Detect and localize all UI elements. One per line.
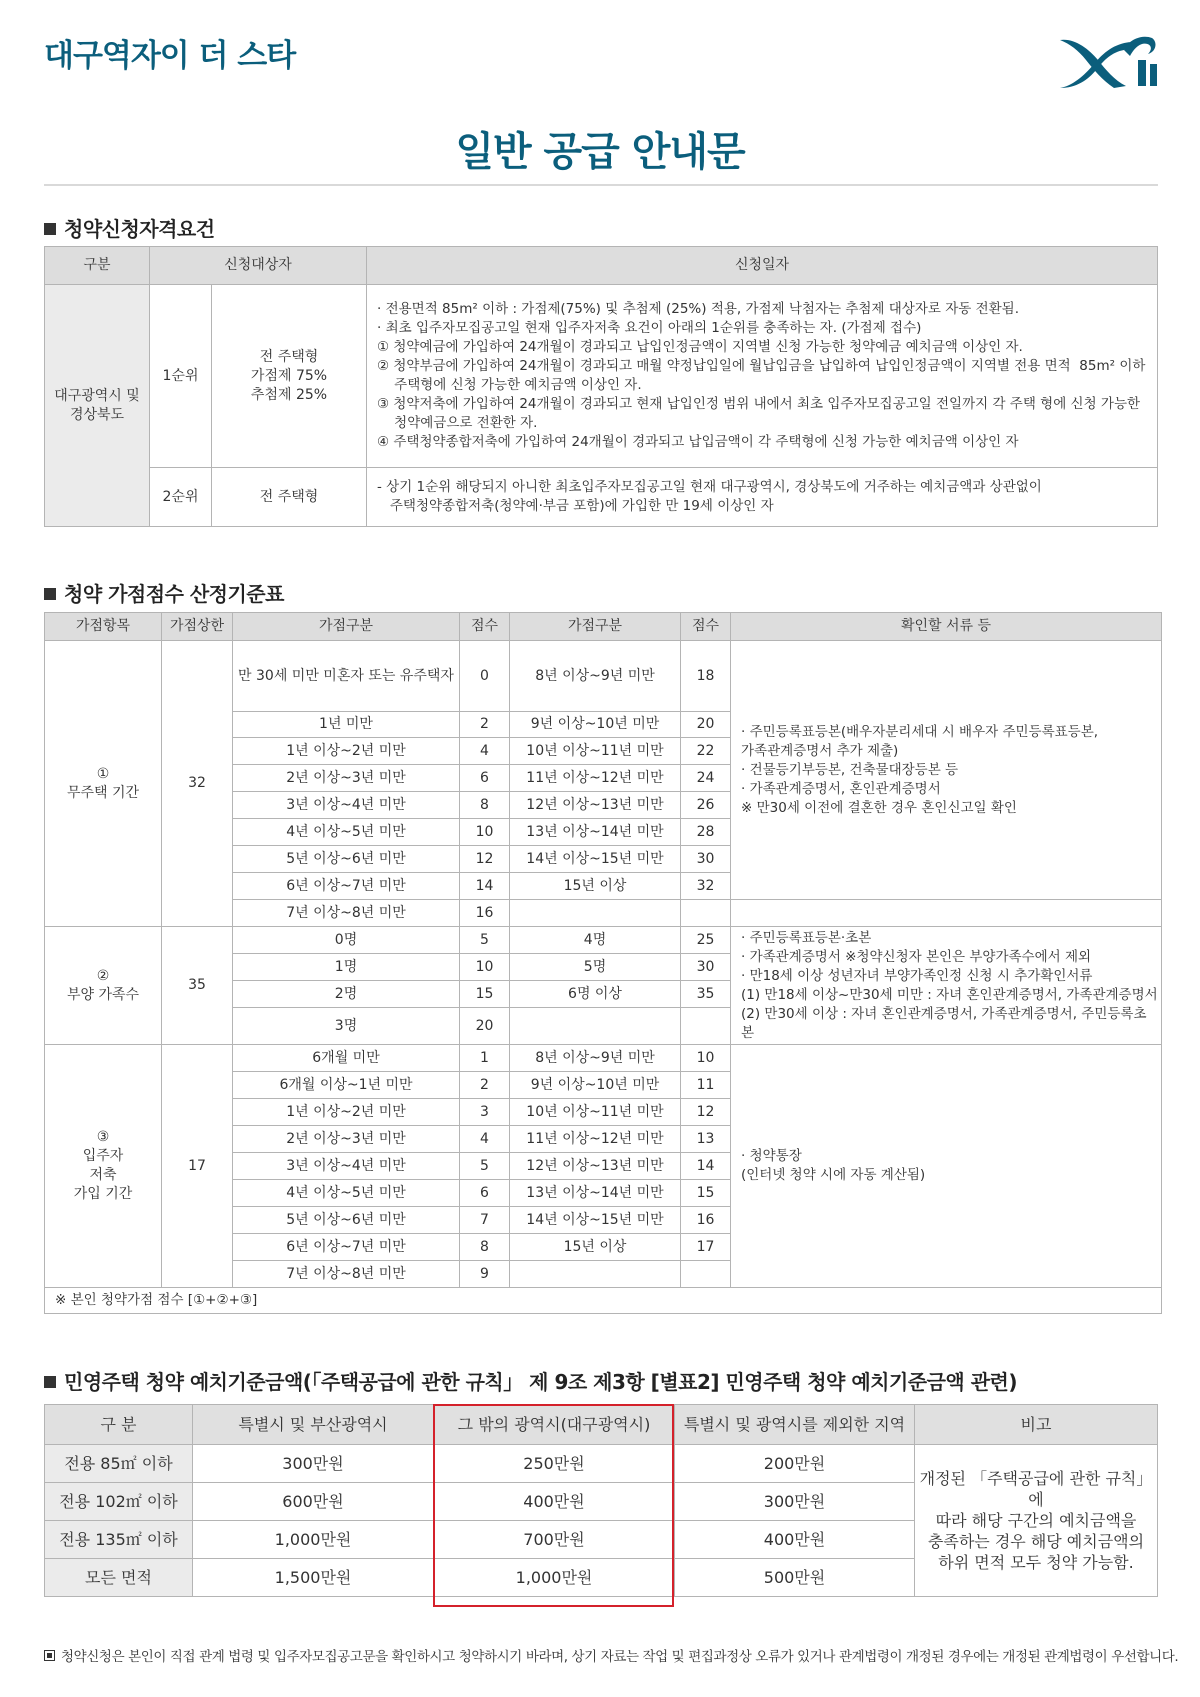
score-a-cell: 2	[460, 712, 510, 738]
score-a-cell: 4	[460, 738, 510, 765]
other-region-cell: 400만원	[675, 1521, 915, 1559]
square-bullet-icon	[44, 1650, 55, 1661]
documents-cell-empty	[731, 900, 1162, 927]
score-type-a-cell: 2명	[233, 981, 460, 1008]
score-row	[45, 927, 1162, 954]
score-type-b-cell: 14년 이상~15년 미만	[510, 1207, 681, 1234]
score-b-cell: 15	[681, 1180, 731, 1207]
score-b-cell: 17	[681, 1234, 731, 1261]
seoul-busan-cell: 1,500만원	[193, 1559, 434, 1597]
score-a-cell: 14	[460, 873, 510, 900]
deposit-table	[44, 1404, 1158, 1597]
header-score-item: 가점항목	[45, 613, 162, 641]
score-max-cell: 35	[162, 927, 233, 1045]
score-b-cell: 13	[681, 1126, 731, 1153]
header-documents: 확인할 서류 등	[731, 613, 1162, 641]
score-type-b-cell: 11년 이상~12년 미만	[510, 765, 681, 792]
score-b-cell: 28	[681, 819, 731, 846]
score-a-cell: 16	[460, 900, 510, 927]
eligibility-table	[44, 246, 1158, 527]
score-type-a-cell: 5년 이상~6년 미만	[233, 846, 460, 873]
score-type-b-cell: 9년 이상~10년 미만	[510, 1072, 681, 1099]
score-item-cell: ③ 입주자 저축 가입 기간	[45, 1045, 162, 1288]
section-heading-eligibility: 청약신청자격요건	[44, 213, 215, 242]
score-type-a-cell: 4년 이상~5년 미만	[233, 1180, 460, 1207]
header-score-b: 점수	[681, 613, 731, 641]
score-max-cell: 32	[162, 641, 233, 927]
score-type-b-cell: 13년 이상~14년 미만	[510, 819, 681, 846]
header-score-a: 점수	[460, 613, 510, 641]
score-b-cell	[681, 1008, 731, 1045]
score-item-cell: ① 무주택 기간	[45, 641, 162, 927]
score-type-b-cell	[510, 900, 681, 927]
score-b-cell	[681, 900, 731, 927]
score-b-cell: 32	[681, 873, 731, 900]
score-note: ※ 본인 청약가점 점수 [①+②+③]	[45, 1288, 1162, 1314]
score-type-a-cell: 0명	[233, 927, 460, 954]
score-a-cell: 7	[460, 1207, 510, 1234]
documents-cell: · 주민등록표등본(배우자분리세대 시 배우자 주민등록표등본, 가족관계증명서 추가 제출) · 건물등기부등본, 건축물대장등본 등 · 가족관계증명서, 혼인관계증명서 ※ 만30세 이전에 결혼한 경우 혼인신고일 확인	[731, 641, 1162, 900]
score-a-cell: 3	[460, 1099, 510, 1126]
score-type-a-cell: 1명	[233, 954, 460, 981]
header-other-metro: 그 밖의 광역시(대구광역시)	[434, 1405, 675, 1445]
score-a-cell: 10	[460, 819, 510, 846]
score-type-a-cell: 1년 이상~2년 미만	[233, 1099, 460, 1126]
score-a-cell: 8	[460, 792, 510, 819]
score-b-cell: 30	[681, 954, 731, 981]
remark-cell: 개정된 「주택공급에 관한 규칙」에 따라 해당 구간의 예치금액을 충족하는 경우 해당 예치금액의 하위 면적 모두 청약 가능함.	[915, 1445, 1158, 1597]
score-b-cell: 20	[681, 712, 731, 738]
score-max-cell: 17	[162, 1045, 233, 1288]
score-b-cell: 25	[681, 927, 731, 954]
score-a-cell: 9	[460, 1261, 510, 1288]
header-score-type-b: 가점구분	[510, 613, 681, 641]
score-type-a-cell: 3년 이상~4년 미만	[233, 792, 460, 819]
score-b-cell: 14	[681, 1153, 731, 1180]
score-type-b-cell: 6명 이상	[510, 981, 681, 1008]
score-a-cell: 15	[460, 981, 510, 1008]
header-area: 구 분	[45, 1405, 193, 1445]
score-type-a-cell: 7년 이상~8년 미만	[233, 900, 460, 927]
area-cell: 모든 면적	[45, 1559, 193, 1597]
score-type-a-cell: 3명	[233, 1008, 460, 1045]
score-item-cell: ② 부양 가족수	[45, 927, 162, 1045]
score-b-cell: 22	[681, 738, 731, 765]
score-type-a-cell: 6년 이상~7년 미만	[233, 1234, 460, 1261]
rank2-requirements: - 상기 1순위 해당되지 아니한 최초입주자모집공고일 현재 대구광역시, 경상북도에 거주하는 예치금액과 상관없이 주택청약종합저축(청약예·부금 포함)에 가입한 만 19세 이상인 자	[367, 468, 1158, 527]
score-a-cell: 12	[460, 846, 510, 873]
score-a-cell: 2	[460, 1072, 510, 1099]
score-type-b-cell: 15년 이상	[510, 1234, 681, 1261]
score-b-cell: 10	[681, 1045, 731, 1072]
score-type-a-cell: 7년 이상~8년 미만	[233, 1261, 460, 1288]
rank1-target: 전 주택형 가점제 75% 추첨제 25%	[212, 285, 367, 468]
seoul-busan-cell: 1,000만원	[193, 1521, 434, 1559]
score-a-cell: 0	[460, 641, 510, 712]
area-cell: 전용 102㎡ 이하	[45, 1483, 193, 1521]
score-type-b-cell: 14년 이상~15년 미만	[510, 846, 681, 873]
score-a-cell: 1	[460, 1045, 510, 1072]
score-a-cell: 5	[460, 927, 510, 954]
header-applicant: 신청대상자	[150, 247, 367, 285]
score-type-b-cell: 11년 이상~12년 미만	[510, 1126, 681, 1153]
score-type-a-cell: 2년 이상~3년 미만	[233, 765, 460, 792]
rank2-label: 2순위	[150, 468, 212, 527]
score-type-b-cell: 12년 이상~13년 미만	[510, 1153, 681, 1180]
score-type-a-cell: 2년 이상~3년 미만	[233, 1126, 460, 1153]
other-metro-cell: 250만원	[434, 1445, 675, 1483]
rank1-label: 1순위	[150, 285, 212, 468]
score-row	[45, 641, 1162, 712]
deposit-row	[45, 1445, 1158, 1483]
document-title: 일반 공급 안내문	[455, 129, 745, 175]
area-cell: 전용 85㎡ 이하	[45, 1445, 193, 1483]
score-type-b-cell: 8년 이상~9년 미만	[510, 641, 681, 712]
score-type-a-cell: 6년 이상~7년 미만	[233, 873, 460, 900]
header-other-region: 특별시 및 광역시를 제외한 지역	[675, 1405, 915, 1445]
other-metro-cell: 400만원	[434, 1483, 675, 1521]
score-type-b-cell: 5명	[510, 954, 681, 981]
xi-logo	[1054, 30, 1160, 92]
score-b-cell: 35	[681, 981, 731, 1008]
other-metro-cell: 1,000만원	[434, 1559, 675, 1597]
score-type-a-cell: 4년 이상~5년 미만	[233, 819, 460, 846]
score-a-cell: 6	[460, 1180, 510, 1207]
score-a-cell: 5	[460, 1153, 510, 1180]
score-a-cell: 20	[460, 1008, 510, 1045]
score-b-cell: 24	[681, 765, 731, 792]
header-score-type-a: 가점구분	[233, 613, 460, 641]
score-type-b-cell: 8년 이상~9년 미만	[510, 1045, 681, 1072]
score-b-cell: 16	[681, 1207, 731, 1234]
score-b-cell	[681, 1261, 731, 1288]
region-cell: 대구광역시 및 경상북도	[45, 285, 150, 527]
header-seoul-busan: 특별시 및 부산광역시	[193, 1405, 434, 1445]
rank1-requirements: · 전용면적 85m² 이하 : 가점제(75%) 및 추첨제 (25%) 적용, 가점제 낙첨자는 추첨제 대상자로 자동 전환됨. · 최초 입주자모집공고일 현재 입주자저축 요건이 아래의 1순위를 충족하는 자. (가점제 접수) ① 청약예금에 가입하여 24개월이 경과되고 납입인정금액이 지역별 신청 가능한 청약예금 예치금액 이상인 자. ② 청약부금에 가입하여 24개월이 경과되고 매월 약정납입일에 월납입금을 납입하여 납입인정금액이 지역별 전용 면적 85m² 이하 주택형에 신청 가능한 예치금액 이상인 자. ③ 청약저축에 가입하여 24개월이 경과되고 현재 납입인정 범위 내에서 최초 입주자모집공고일 전일까지 각 주택 형에 신청 가능한 청약예금으로 전환한 자. ④ 주택청약종합저축에 가입하여 24개월이 경과되고 납입금액이 각 주택형에 신청 가능한 예치금액 이상인 자	[367, 285, 1158, 468]
header-score-max: 가점상한	[162, 613, 233, 641]
score-type-b-cell: 10년 이상~11년 미만	[510, 1099, 681, 1126]
other-region-cell: 500만원	[675, 1559, 915, 1597]
score-b-cell: 26	[681, 792, 731, 819]
area-cell: 전용 135㎡ 이하	[45, 1521, 193, 1559]
score-type-a-cell: 만 30세 미만 미혼자 또는 유주택자	[233, 641, 460, 712]
seoul-busan-cell: 300만원	[193, 1445, 434, 1483]
score-row	[45, 1045, 1162, 1072]
section-heading-deposit: 민영주택 청약 예치기준금액(「주택공급에 관한 규칙」 제 9조 제3항 [별표2] 민영주택 청약 예치기준금액 관련)	[44, 1366, 1017, 1395]
score-b-cell: 30	[681, 846, 731, 873]
score-type-b-cell: 9년 이상~10년 미만	[510, 712, 681, 738]
score-b-cell: 18	[681, 641, 731, 712]
score-type-b-cell: 13년 이상~14년 미만	[510, 1180, 681, 1207]
score-type-b-cell	[510, 1008, 681, 1045]
header-category: 구분	[45, 247, 150, 285]
footer-note: 청약신청은 본인이 직접 관계 법령 및 입주자모집공고문을 확인하시고 청약하시기 바라며, 상기 자료는 작업 및 편집과정상 오류가 있거나 관계법령이 개정된 경우에는 개정된 관계법령이 우선합니다.	[44, 1645, 1178, 1665]
other-region-cell: 300만원	[675, 1483, 915, 1521]
brand-name: 대구역자이 더 스타	[44, 38, 296, 74]
section-heading-score-table: 청약 가점점수 산정기준표	[44, 578, 284, 607]
score-type-a-cell: 3년 이상~4년 미만	[233, 1153, 460, 1180]
documents-cell: · 청약통장 (인터넷 청약 시에 자동 계산됨)	[731, 1045, 1162, 1288]
score-b-cell: 12	[681, 1099, 731, 1126]
title-divider	[44, 184, 1158, 186]
seoul-busan-cell: 600만원	[193, 1483, 434, 1521]
score-a-cell: 10	[460, 954, 510, 981]
score-type-a-cell: 5년 이상~6년 미만	[233, 1207, 460, 1234]
score-type-b-cell: 4명	[510, 927, 681, 954]
score-a-cell: 6	[460, 765, 510, 792]
score-type-b-cell	[510, 1261, 681, 1288]
header-apply-date: 신청일자	[367, 247, 1158, 285]
score-criteria-table	[44, 612, 1162, 1314]
other-region-cell: 200만원	[675, 1445, 915, 1483]
score-a-cell: 8	[460, 1234, 510, 1261]
rank2-target: 전 주택형	[212, 468, 367, 527]
score-type-b-cell: 10년 이상~11년 미만	[510, 738, 681, 765]
score-type-b-cell: 12년 이상~13년 미만	[510, 792, 681, 819]
other-metro-cell: 700만원	[434, 1521, 675, 1559]
score-b-cell: 11	[681, 1072, 731, 1099]
header-remark: 비고	[915, 1405, 1158, 1445]
score-type-a-cell: 6개월 미만	[233, 1045, 460, 1072]
documents-cell: · 주민등록표등본·초본 · 가족관계증명서 ※청약신청자 본인은 부양가족수에서 제외 · 만18세 이상 성년자녀 부양가족인정 신청 시 추가확인서류 (1) 만18세 이상~만30세 미만 : 자녀 혼인관계증명서, 가족관계증명서 (2) 만30세 이상 : 자녀 혼인관계증명서, 가족관계증명서, 주민등록초본	[731, 927, 1162, 1045]
score-type-a-cell: 1년 이상~2년 미만	[233, 738, 460, 765]
score-a-cell: 4	[460, 1126, 510, 1153]
score-type-b-cell: 15년 이상	[510, 873, 681, 900]
score-type-a-cell: 6개월 이상~1년 미만	[233, 1072, 460, 1099]
score-type-a-cell: 1년 미만	[233, 712, 460, 738]
